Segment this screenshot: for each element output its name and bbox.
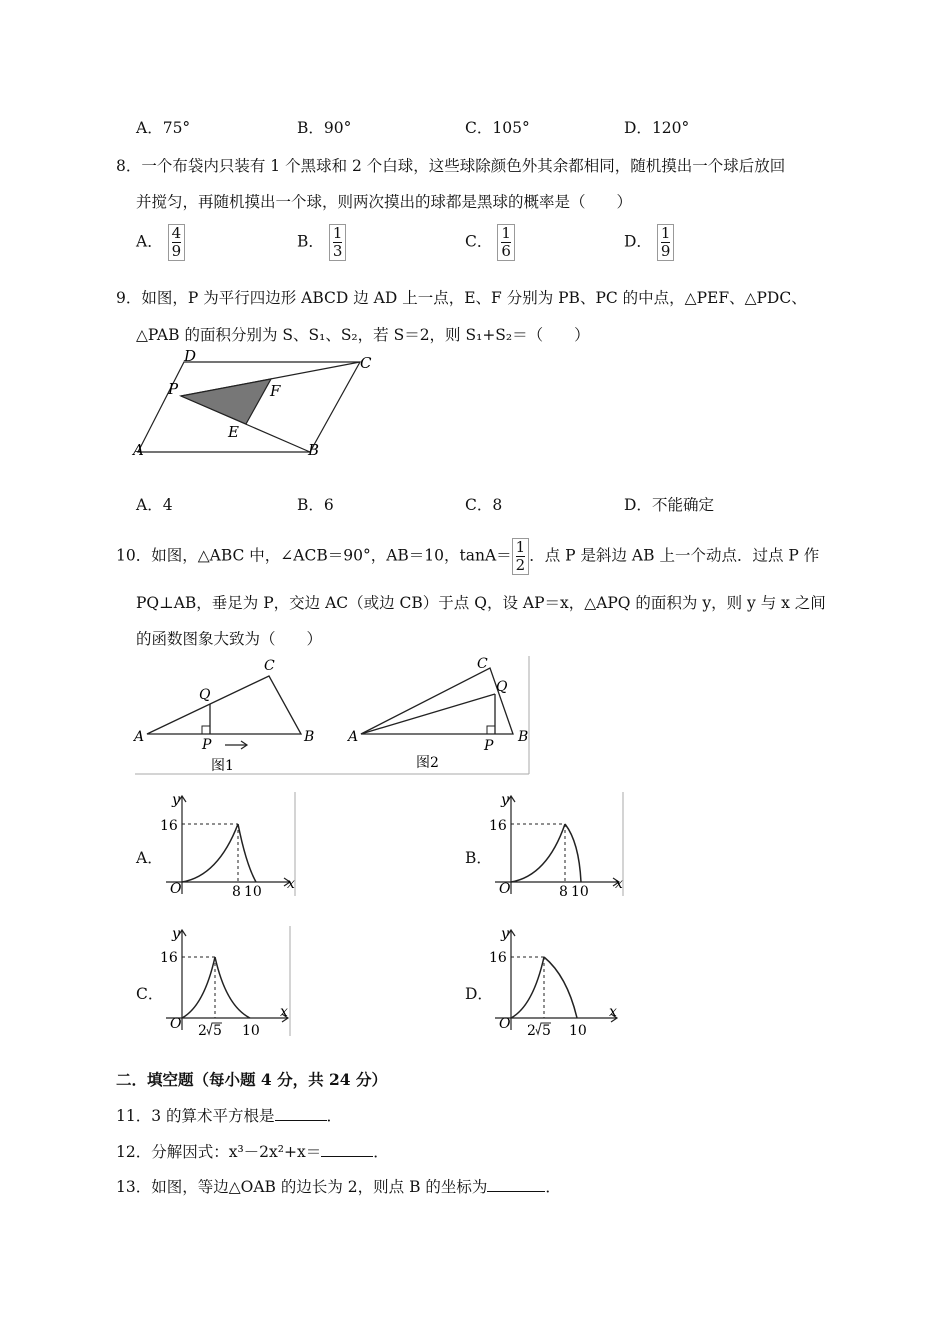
label-c: C [264, 658, 275, 674]
svg-text:2: 2 [198, 1023, 207, 1039]
curve-rising [511, 824, 565, 882]
figure-2-caption: 图2 [416, 755, 439, 771]
q7-option-c: C．105° [465, 119, 530, 137]
right-angle-mark-fig1 [202, 726, 210, 734]
label-q: Q [496, 679, 508, 695]
figure-1 [133, 658, 314, 774]
q13: 13．如图，等边△OAB 的边长为 2，则点 B 的坐标为 ． [116, 1178, 561, 1196]
q10-stem-line2: PQ⊥AB，垂足为 P，交边 AC（或边 CB）于点 Q，设 AP＝x，△APQ 的面积为 y，则 y 与 x 之间 [136, 594, 826, 612]
q7-option-b: B．90° [297, 119, 352, 137]
q9-stem-line1: 9．如图，P 为平行四边形 ABCD 边 AD 上一点，E、F 分别为 PB、PC 的中点，△PEF、△PDC、 [116, 289, 807, 307]
fraction: $\frac{1}{9}$ [657, 224, 675, 261]
label-b: B [518, 729, 529, 745]
q10-option-c-label: C． [136, 985, 164, 1003]
q10-graph-d [489, 924, 623, 1040]
curve-rising [182, 957, 215, 1018]
label-10: 10 [244, 884, 262, 900]
fraction: $\frac{4}{9}$ [168, 224, 186, 261]
label-e: E [228, 423, 239, 441]
svg-text:5: 5 [542, 1023, 551, 1039]
label-16: 16 [160, 818, 178, 834]
label-10: 10 [569, 1023, 587, 1039]
label-y: y [172, 926, 180, 942]
q11: 11．3 的算术平方根是 ． [116, 1107, 343, 1125]
curve-falling [215, 957, 250, 1018]
label-x: x [287, 876, 295, 892]
label-2-sqrt-5 [527, 1023, 551, 1039]
label-y: y [501, 792, 509, 808]
fraction-tan-a: $\frac{1}{2}$ [512, 538, 530, 575]
label-c: C [477, 656, 488, 672]
label-2-sqrt-5 [198, 1023, 222, 1039]
curve-falling [544, 957, 577, 1018]
label-p: P [484, 738, 494, 754]
q10-option-a-label: A． [136, 849, 163, 867]
q7-option-a: A．75° [136, 119, 191, 137]
label-x: x [280, 1004, 288, 1020]
q9-option-d: D．不能确定 [624, 496, 714, 514]
label-p: P [168, 380, 179, 398]
label-a: A [348, 729, 359, 745]
q8-option-c: C． $\frac{1}{6}$ [465, 224, 515, 261]
label-a: A [133, 441, 144, 459]
q9-option-c: C．8 [465, 496, 503, 514]
svg-text:5: 5 [213, 1023, 222, 1039]
triangle-abc-fig2 [361, 668, 513, 734]
label-b: B [308, 441, 320, 459]
label-p: P [202, 737, 212, 753]
label-10: 10 [571, 884, 589, 900]
label-8: 8 [232, 884, 241, 900]
q8-option-a: A． $\frac{4}{9}$ [136, 224, 185, 261]
shaded-triangle-pef [181, 379, 271, 424]
label-a: A [134, 729, 145, 745]
q8-option-b: B． $\frac{1}{3}$ [297, 224, 346, 261]
section-2-title: 二．填空题（每小题 4 分，共 24 分） [116, 1070, 387, 1089]
q9-option-a: A．4 [136, 496, 173, 514]
answer-blank[interactable] [321, 1142, 373, 1157]
curve-rising [182, 824, 238, 882]
label-10: 10 [242, 1023, 260, 1039]
fraction: $\frac{1}{6}$ [497, 224, 515, 261]
label-x: x [615, 876, 623, 892]
q9-parallelogram-figure [130, 348, 375, 460]
right-angle-mark-fig2 [487, 726, 495, 734]
triangle-abc-fig1 [147, 676, 301, 734]
label-y: y [501, 926, 509, 942]
q7-option-d: D．120° [624, 119, 690, 137]
label-8: 8 [559, 884, 568, 900]
q12: 12．分解因式：x³－2x²+x＝ ． [116, 1143, 389, 1161]
q10-graph-c [160, 924, 294, 1040]
curve-falling [565, 824, 581, 882]
label-f: F [270, 382, 281, 400]
answer-blank[interactable] [487, 1177, 545, 1192]
curve-rising [511, 957, 544, 1018]
svg-text:2: 2 [527, 1023, 536, 1039]
label-16: 16 [160, 950, 178, 966]
q10-triangle-figures [133, 654, 531, 776]
label-b: B [304, 729, 315, 745]
figure-1-caption: 图1 [211, 758, 234, 774]
label-q: Q [199, 687, 211, 703]
q10-option-b-label: B． [465, 849, 492, 867]
q10-stem-line1: 10．如图，△ABC 中，∠ACB＝90°，AB＝10，tanA＝ $\frac{1}{2}$ ．点 P 是斜边 AB 上一个动点．过点 P 作 [116, 538, 820, 574]
label-o: O [499, 1016, 511, 1032]
q8-stem-line2: 并搅匀，再随机摸出一个球，则两次摸出的球都是黑球的概率是（ ） [136, 193, 633, 211]
q8-option-d: D． $\frac{1}{9}$ [624, 224, 674, 261]
label-16: 16 [489, 818, 507, 834]
q10-stem-line3: 的函数图象大致为（ ） [136, 630, 323, 648]
label-o: O [499, 881, 511, 897]
curve-falling [238, 824, 256, 882]
q10-graph-b [489, 790, 627, 900]
label-c: C [360, 354, 372, 372]
q10-graph-a [160, 790, 298, 900]
label-o: O [170, 881, 182, 897]
q8-stem-line1: 8．一个布袋内只装有 1 个黑球和 2 个白球，这些球除颜色外其余都相同，随机摸出一个球后放回 [116, 157, 786, 175]
figure-2 [346, 656, 528, 771]
label-16: 16 [489, 950, 507, 966]
q10-option-d-label: D． [465, 985, 493, 1003]
q9-option-b: B．6 [297, 496, 334, 514]
label-o: O [170, 1016, 182, 1032]
label-d: D [184, 348, 197, 365]
q9-stem-line2: △PAB 的面积分别为 S、S₁、S₂，若 S＝2，则 S₁+S₂＝（ ） [136, 326, 590, 344]
fraction: $\frac{1}{3}$ [329, 224, 347, 261]
label-y: y [172, 792, 180, 808]
answer-blank[interactable] [275, 1106, 327, 1121]
label-x: x [609, 1004, 617, 1020]
